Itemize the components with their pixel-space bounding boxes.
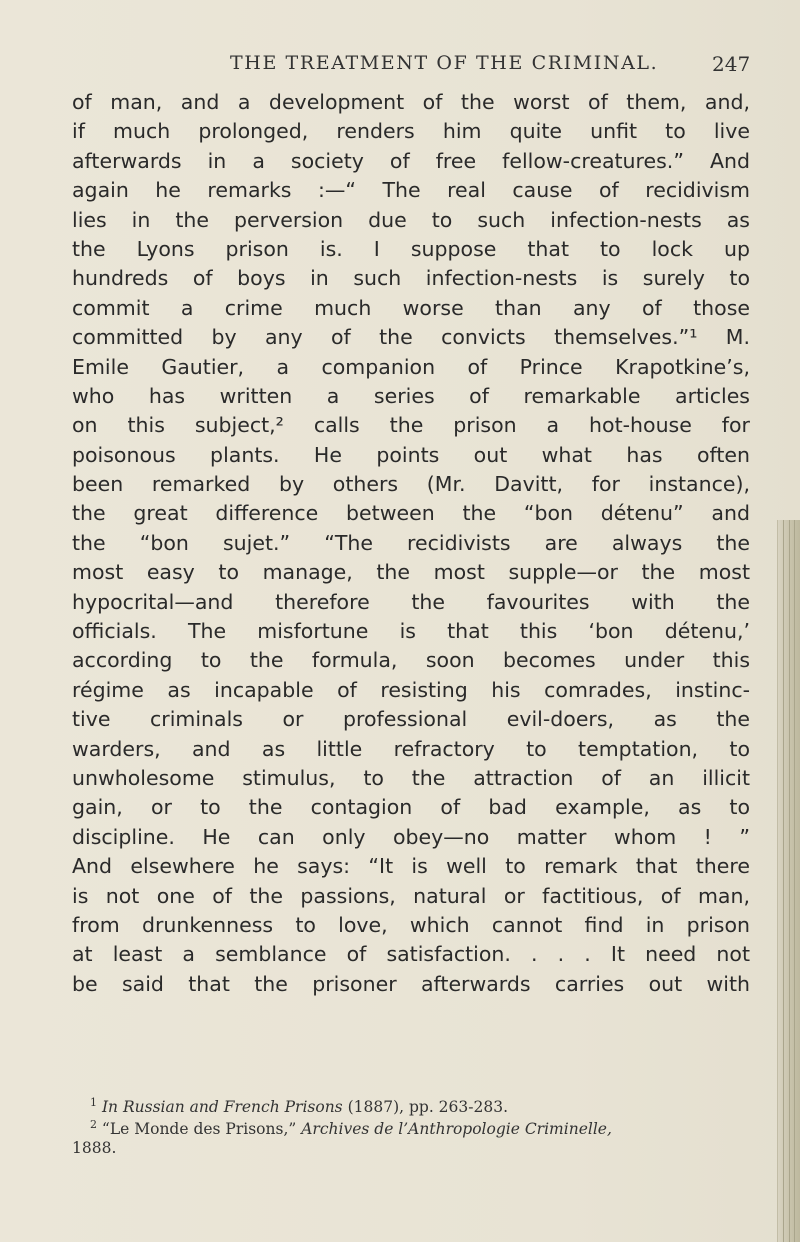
text-line: on this subject,² calls the prison a hot-house for [72, 413, 750, 438]
text-line: according to the formula, soon becomes under this [72, 648, 750, 673]
footnote-marker: 1 [90, 1095, 97, 1109]
text-line: of man, and a development of the worst of them, and, [72, 90, 750, 114]
text-line: again he remarks :—“ The real cause of recidivism [72, 178, 750, 203]
text-line: if much prolonged, renders him quite unfit to live [72, 119, 750, 144]
text-line: commit a crime much worse than any of those [72, 295, 750, 320]
footnote-text: “Le Monde des Prisons,” [97, 1120, 302, 1138]
text-line: be said that the prisoner afterwards carries out with [72, 971, 750, 996]
footnote-2-continued [72, 1137, 750, 1159]
footnote-marker: 2 [90, 1117, 97, 1131]
footnote-book-title: In Russian and French Prisons [101, 1098, 343, 1116]
text-line: committed by any of the convicts themselves.”¹ M. [72, 325, 750, 350]
body-text [72, 88, 750, 999]
text-line: at least a semblance of satisfaction. . . . It need not [72, 942, 750, 967]
text-line: poisonous plants. He points out what has often [72, 442, 750, 467]
text-line: is not one of the passions, natural or factitious, of man, [72, 883, 750, 908]
text-line: And elsewhere he says: “It is well to remark that there [72, 854, 750, 879]
page-number: 247 [712, 52, 751, 76]
text-line: hypocrital—and therefore the favourites with the [72, 589, 750, 614]
text-line: from drunkenness to love, which cannot find in prison [72, 912, 750, 937]
footnote-1 [72, 1096, 750, 1118]
text-line: hundreds of boys in such infection-nests is surely to [72, 266, 750, 291]
footnotes [72, 1096, 750, 1159]
text-line: afterwards in a society of free fellow-creatures.” And [72, 148, 750, 173]
footnote-journal-title: Archives de l’Anthropologie Criminelle, [301, 1120, 612, 1138]
footnote-year: 1888. [72, 1139, 117, 1157]
text-line: been remarked by others (Mr. Davitt, for instance), [72, 472, 750, 497]
text-line: gain, or to the contagion of bad example, as to [72, 795, 750, 820]
text-line: tive criminals or professional evil-doers, as the [72, 707, 750, 732]
text-line: unwholesome stimulus, to the attraction of an illicit [72, 765, 750, 790]
text-line: the “bon sujet.” “The recidivists are always the [72, 530, 750, 555]
text-line: officials. The misfortune is that this ‘bon détenu,’ [72, 619, 750, 644]
text-line: discipline. He can only obey—no matter whom ! ” [72, 824, 750, 849]
text-line: warders, and as little refractory to temptation, to [72, 736, 750, 761]
text-line: Emile Gautier, a companion of Prince Krapotkine’s, [72, 354, 750, 379]
footnote-text: (1887), pp. 263-283. [342, 1098, 509, 1116]
text-line: régime as incapable of resisting his comrades, instinc- [72, 677, 750, 702]
text-line: who has written a series of remarkable articles [72, 383, 750, 408]
text-line: lies in the perversion due to such infection-nests as [72, 207, 750, 232]
running-head [230, 52, 790, 86]
text-line: the Lyons prison is. I suppose that to lock up [72, 236, 750, 261]
text-line: most easy to manage, the most supple—or the most [72, 560, 750, 585]
running-head-title: THE TREATMENT OF THE CRIMINAL. [230, 52, 659, 74]
text-line: the great difference between the “bon détenu” and [72, 501, 750, 526]
page-edge-shadow [777, 520, 800, 1242]
